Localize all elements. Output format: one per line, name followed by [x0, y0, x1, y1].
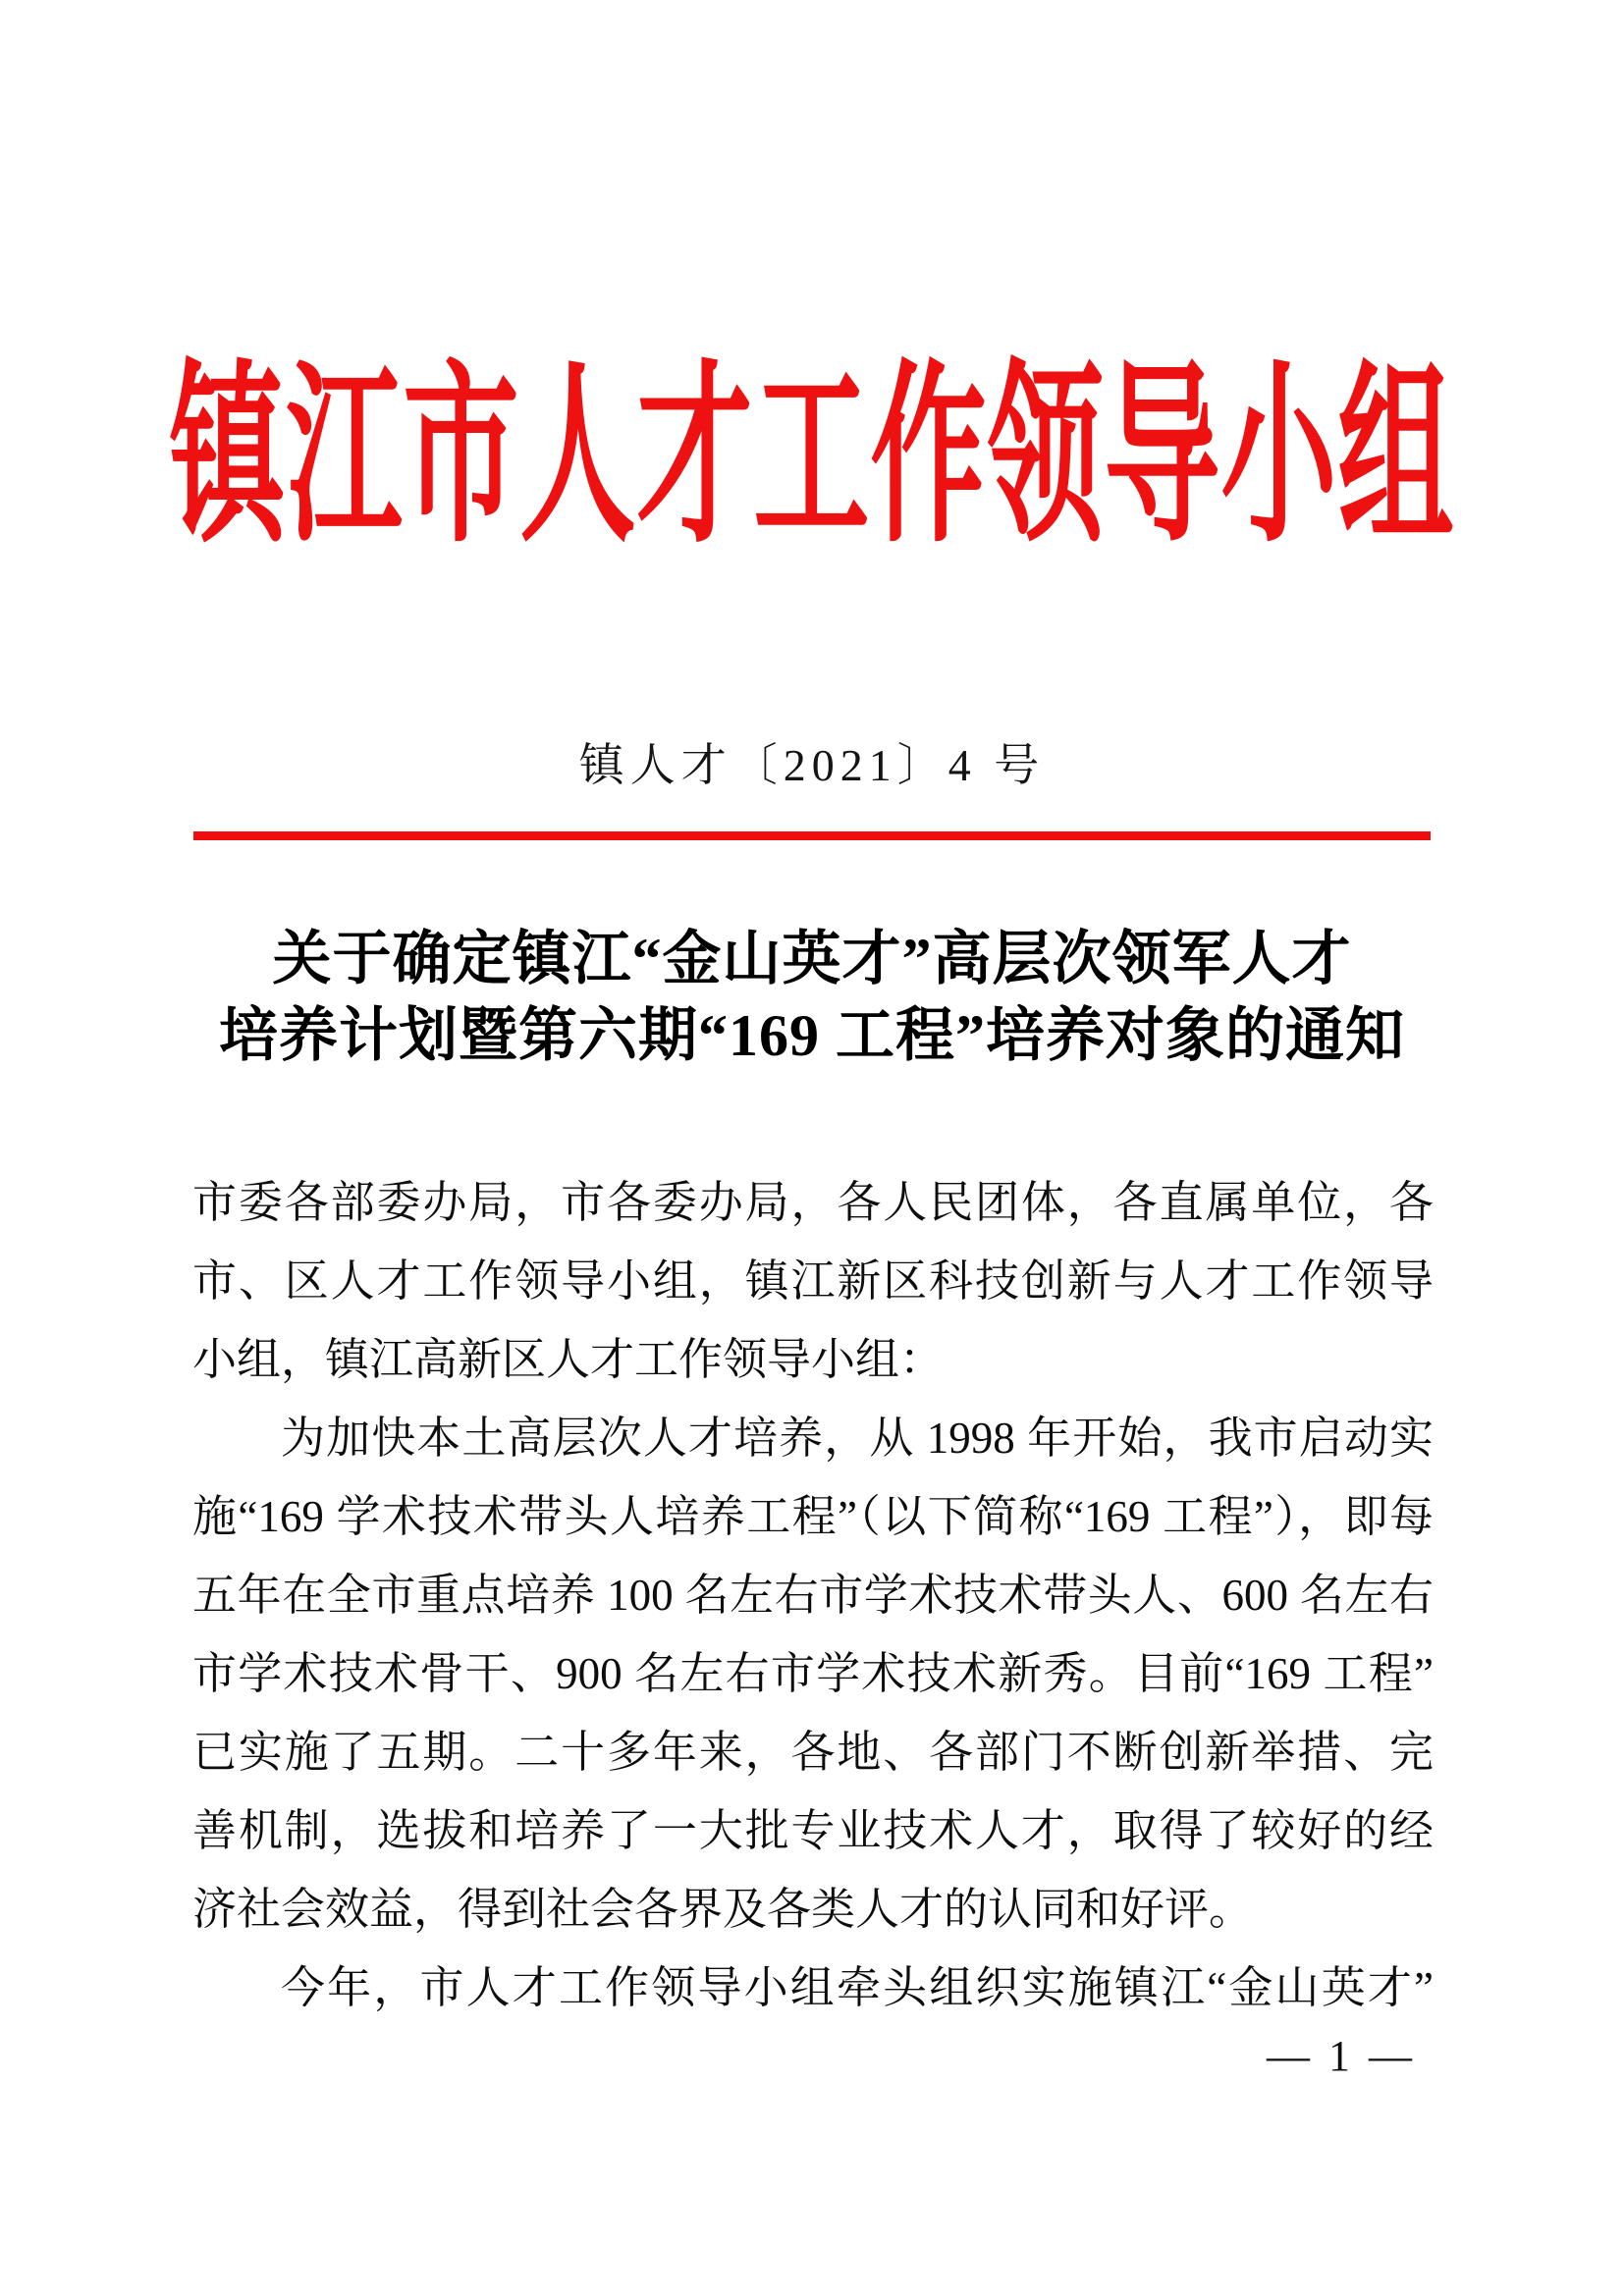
- page-number: — 1 —: [1267, 2032, 1416, 2080]
- document-title-line2: 培养计划暨第六期“169 工程”培养对象的通知: [219, 1003, 1405, 1068]
- document-title: [0, 921, 1624, 1074]
- body-text-line: 济社会效益，得到社会各界及各类人才的认同和好评。: [192, 1885, 1254, 1934]
- red-divider-line: [193, 831, 1431, 840]
- body-text-line: 已实施了五期。二十多年来，各地、各部门不断创新举措、完: [192, 1728, 1434, 1777]
- body-text-line: 市、区人才工作领导小组，镇江新区科技创新与人才工作领导: [192, 1256, 1434, 1306]
- body-text-line: 市委各部委办局，市各委办局，各人民团体，各直属单位，各: [192, 1178, 1434, 1227]
- document-title-line1: 关于确定镇江“金山英才”高层次领军人才: [272, 927, 1352, 991]
- document-number: 镇人才〔2021〕4 号: [578, 740, 1046, 790]
- body-text-line: 为加快本土高层次人才培养，从 1998 年开始，我市启动实: [281, 1414, 1434, 1463]
- body-text-line: 五年在全市重点培养 100 名左右市学术技术带头人、600 名左右: [192, 1571, 1434, 1620]
- body-text-line: 善机制，选拔和培养了一大批专业技术人才，取得了较好的经: [192, 1806, 1434, 1855]
- body-text-line: 市学术技术骨干、900 名左右市学术技术新秀。目前“169 工程”: [192, 1649, 1434, 1698]
- body-text-line: 小组，镇江高新区人才工作领导小组：: [192, 1335, 945, 1384]
- document-body: [192, 1163, 1434, 2027]
- red-header-org-title: 镇江市人才工作领导小组: [169, 349, 1455, 566]
- body-text-line: 施“169 学术技术带头人培养工程”（以下简称“169 工程”），即每: [192, 1492, 1434, 1541]
- body-text-line: 今年，市人才工作领导小组牵头组织实施镇江“金山英才”: [281, 1963, 1434, 2012]
